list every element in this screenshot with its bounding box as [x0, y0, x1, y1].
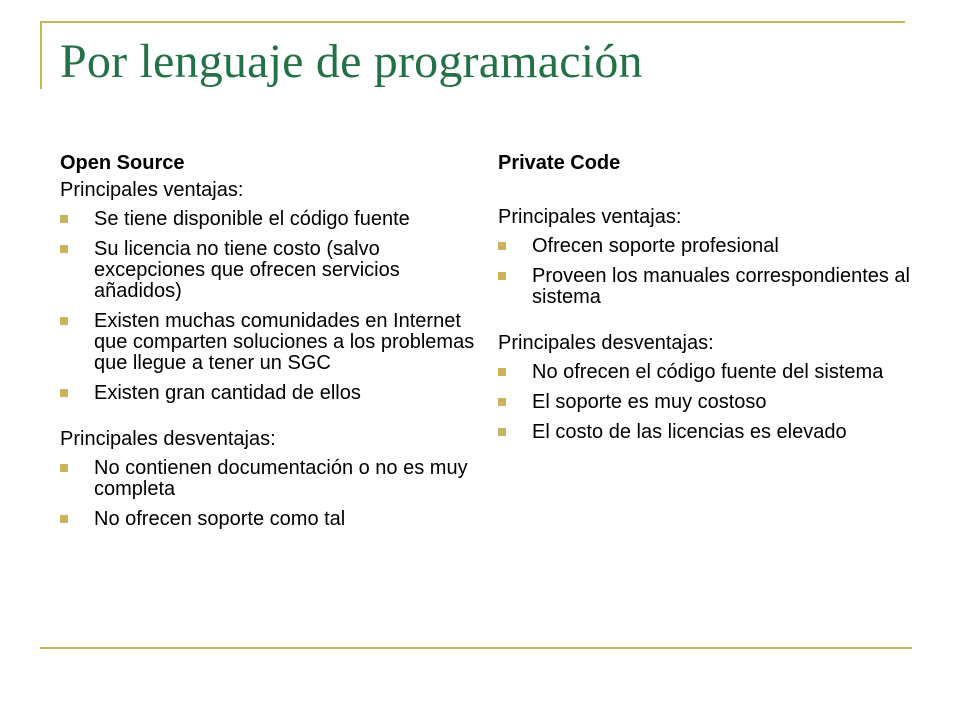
square-bullet-icon: [60, 464, 68, 472]
list-item: Existen gran cantidad de ellos: [60, 383, 480, 404]
private-code-disadvantages-list: [498, 362, 918, 443]
list-item: No contienen documentación o no es muy completa: [60, 458, 480, 500]
square-bullet-icon: [60, 515, 68, 523]
frame-bottom-rule: [40, 647, 912, 649]
open-source-column: [60, 150, 480, 539]
private-code-disadvantages-label: Principales desventajas:: [498, 332, 714, 354]
open-source-advantages-label: Principales ventajas:: [60, 179, 244, 201]
list-item: Ofrecen soporte profesional: [498, 236, 918, 257]
list-item: Su licencia no tiene costo (salvo excepciones que ofrecen servicios añadidos): [60, 239, 480, 302]
square-bullet-icon: [60, 245, 68, 253]
square-bullet-icon: [498, 242, 506, 250]
open-source-disadvantages-label: Principales desventajas:: [60, 428, 276, 450]
square-bullet-icon: [60, 389, 68, 397]
square-bullet-icon: [60, 215, 68, 223]
square-bullet-icon: [498, 428, 506, 436]
list-item: Existen muchas comunidades en Internet que comparten soluciones a los problemas que llegue a tener un SGC: [60, 311, 480, 374]
list-item: El costo de las licencias es elevado: [498, 422, 918, 443]
frame-left-rule: [40, 21, 42, 89]
list-item: Se tiene disponible el código fuente: [60, 209, 480, 230]
open-source-advantages-list: [60, 209, 480, 404]
list-item: No ofrecen soporte como tal: [60, 509, 480, 530]
private-code-advantages-list: [498, 236, 918, 308]
square-bullet-icon: [498, 368, 506, 376]
slide-title: Por lenguaje de programación: [60, 35, 643, 88]
private-code-advantages-label: Principales ventajas:: [498, 206, 682, 228]
open-source-disadvantages-list: [60, 458, 480, 530]
list-item: Proveen los manuales correspondientes al sistema: [498, 266, 918, 308]
square-bullet-icon: [498, 398, 506, 406]
private-code-heading: Private Code: [498, 152, 621, 174]
list-item: No ofrecen el código fuente del sistema: [498, 362, 918, 383]
frame-top-rule: [40, 21, 905, 23]
private-code-column: [498, 150, 918, 452]
list-item: El soporte es muy costoso: [498, 392, 918, 413]
square-bullet-icon: [60, 317, 68, 325]
square-bullet-icon: [498, 272, 506, 280]
open-source-heading: Open Source: [60, 152, 185, 174]
